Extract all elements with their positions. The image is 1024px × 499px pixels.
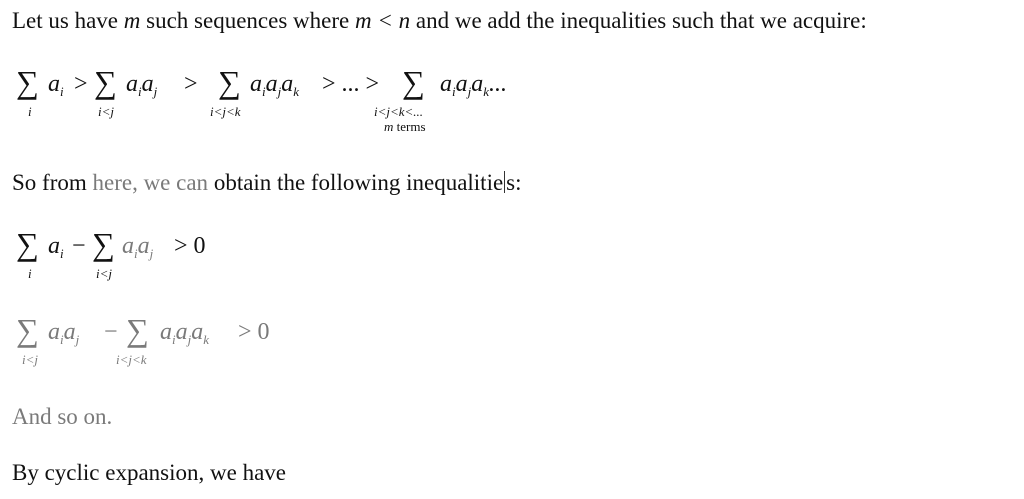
term-1: $a_i$ — [48, 71, 64, 99]
inequalities-paragraph — [12, 170, 522, 196]
ineq-text-1: So from — [12, 170, 93, 195]
ineq-text-3: obtain the following inequalitie — [208, 170, 504, 195]
and-so-on-paragraph: And so on. — [12, 404, 113, 429]
term-2: $a_ia_ja_k$ — [160, 319, 210, 347]
gt-chain: > ... > — [322, 71, 380, 97]
cyclic-expansion-paragraph: By cyclic expansion, we have — [12, 460, 286, 485]
limit-2: i<j — [98, 104, 114, 119]
limit-2: i<j<k — [116, 352, 147, 367]
term-2: $a_ia_j$ — [126, 71, 158, 99]
minus-sign: − — [72, 233, 86, 259]
intro-paragraph — [12, 8, 867, 34]
intro-text-1: Let us have — [12, 8, 124, 33]
limit-1: i — [28, 104, 32, 119]
var-m: m — [123, 8, 141, 33]
sigma-symbol: ∑ — [16, 64, 39, 100]
sigma-symbol: ∑ — [92, 226, 115, 262]
limit-4-terms: m terms — [384, 119, 426, 134]
limit-1: i — [28, 266, 32, 281]
intro-text-3: and we add the inequalities such that we acquire: — [410, 8, 867, 33]
limit-2: i<j — [96, 266, 112, 281]
limit-1: i<j — [22, 352, 38, 367]
gt-2: > — [184, 71, 198, 97]
intro-text-2: such sequences where — [140, 8, 355, 33]
ineq-text-2: here, we can — [92, 170, 209, 195]
term-1: $a_i$ — [48, 233, 64, 261]
rhs-zero: > 0 — [238, 319, 270, 345]
sigma-symbol: ∑ — [94, 64, 117, 100]
term-4: $a_ia_ja_k$... — [440, 71, 508, 99]
sigma-symbol: ∑ — [126, 312, 149, 348]
term-1: $a_ia_j$ — [48, 319, 80, 347]
equation-inequality-2 — [12, 314, 312, 374]
sigma-symbol: ∑ — [402, 64, 425, 100]
gt-1: > — [74, 71, 88, 97]
sigma-symbol: ∑ — [16, 312, 39, 348]
limit-3: i<j<k — [210, 104, 241, 119]
limit-4: i<j<k<... — [374, 104, 424, 119]
sigma-symbol: ∑ — [16, 226, 39, 262]
term-2: $a_ia_j$ — [122, 233, 154, 261]
equation-inequality-1 — [12, 228, 312, 288]
condition: m < n — [354, 8, 411, 33]
equation-sum-chain — [12, 66, 632, 136]
term-3: $a_ia_ja_k$ — [250, 71, 300, 99]
sigma-symbol: ∑ — [218, 64, 241, 100]
minus-sign: − — [104, 319, 118, 345]
rhs-zero: > 0 — [174, 233, 206, 259]
ineq-text-4: s: — [506, 170, 522, 195]
